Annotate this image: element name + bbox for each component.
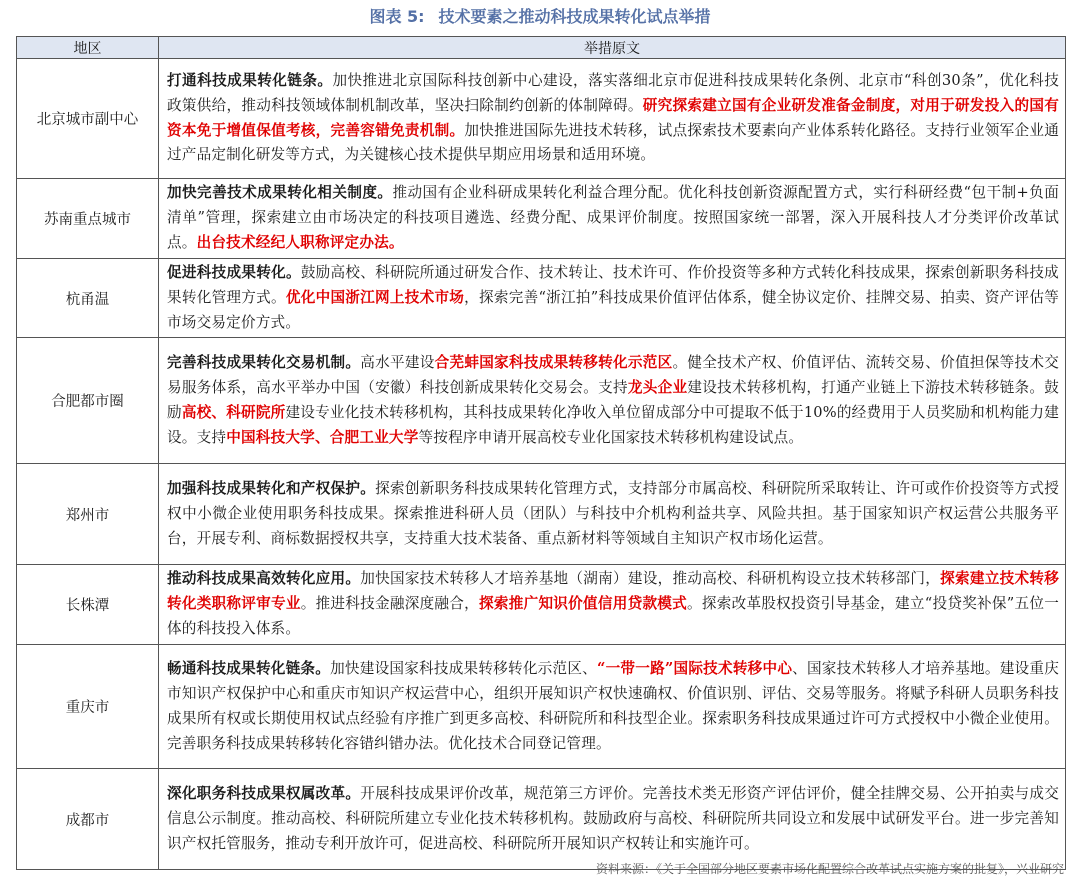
measure-heading: 推动科技成果高效转化应用。 <box>167 570 361 588</box>
measure-text: 建设专业化技术转移机构，其科技成果转化净收入单位留成部分中可提取不低于10%的经费用于人员奖励和机构能力建设。支持 <box>167 403 1059 446</box>
measure-heading: 加强科技成果转化和产权保护。 <box>167 480 376 498</box>
measure-text: ，探索完善“浙江拍”科技成果价值评估体系，健全协议定价、挂牌交易、拍卖、资产评估等市场交易定价方式。 <box>167 288 1060 331</box>
measure-heading: 畅通科技成果转化链条。 <box>167 659 331 677</box>
measure-heading: 完善科技成果转化交易机制。 <box>167 354 361 372</box>
measure-text: 。健全技术产权、价值评估、流转交易、价值担保等技术交易服务体系，高水平举办中国（安徽）科技创新成果转化交易会。支持 <box>167 354 1059 397</box>
measure-text-cell <box>159 59 1066 179</box>
measure-text-cell <box>159 338 1066 464</box>
measures-table <box>16 36 1066 870</box>
measure-text-cell <box>159 179 1066 259</box>
measure-text-cell <box>159 565 1066 645</box>
source-note: 资料来源：《关于全国部分地区要素市场化配置综合改革试点实施方案的批复》，兴业研究 <box>595 862 1064 876</box>
measure-text: 。推进科技金融深度融合， <box>300 595 480 613</box>
figure-number: 图表 5: <box>369 7 425 26</box>
region-cell: 重庆市 <box>17 645 159 769</box>
table-row <box>17 645 1066 769</box>
table-row <box>17 338 1066 464</box>
figure-title-text: 技术要素之推动科技成果转化试点举措 <box>438 7 711 26</box>
measure-heading: 加快完善技术成果转化相关制度。 <box>167 184 393 201</box>
region-cell: 苏南重点城市 <box>17 179 159 259</box>
measure-text: 探索创新职务科技成果转化管理方式，支持部分市属高校、科研院所采取转让、许可或作价投资等方式授权中小微企业使用职务科技成果。探索推进科研人员（团队）与科技中介机构利益共享、风险共担。基于国家知识产权运营公共服务平台，开展专利、商标数据授权共享，支持重大技术装备、重点新材料等领域自主知识产权市场化运营。 <box>167 480 1059 547</box>
region-cell: 郑州市 <box>17 464 159 565</box>
measure-text: 开展科技成果评价改革，规范第三方评价。完善技术类无形资产评估评价，健全挂牌交易、公开拍卖与成交信息公示制度。推动高校、科研院所建立专业化技术转移机构。鼓励政府与高校、科研院所共同设立和发展中试研发平台。进一步完善知识产权托管服务，推动专利开放许可，促进高校、科研院所开展知识产权转让和实施许可。 <box>167 784 1059 852</box>
measure-text: 加快推进北京国际科技创新中心建设，落实落细北京市促进科技成果转化条例、北京市“科创30条”，优化科技政策供给，推动科技领域体制机制改革，坚决扫除制约创新的体制障碍。 <box>167 71 1060 114</box>
table-row <box>17 769 1066 870</box>
highlighted-text: 研究探索建立国有企业研发准备金制度，对用于研发投入的国有资本免于增值保值考核，完善容错免责机制。 <box>167 96 1060 139</box>
table-row <box>17 258 1066 338</box>
measure-text: 加快建设国家科技成果转移转化示范区、 <box>330 659 597 677</box>
region-cell: 合肥都市圈 <box>17 338 159 464</box>
measure-heading: 深化职务科技成果权属改革。 <box>167 784 361 802</box>
highlighted-text: “一带一路”国际技术转移中心 <box>596 659 793 677</box>
region-cell: 长株潭 <box>17 565 159 645</box>
table-row <box>17 59 1066 179</box>
measure-text-cell <box>159 258 1066 338</box>
highlighted-text: 合芜蚌国家科技成果转移转化示范区 <box>434 354 673 372</box>
measure-text: 加快国家技术转移人才培养基地（湖南）建设，推动高校、科研机构设立技术转移部门， <box>360 570 941 588</box>
measure-heading: 打通科技成果转化链条。 <box>167 71 333 89</box>
measure-text: 高水平建设 <box>360 354 435 372</box>
measure-text: 建设技术转移机构，打通产业链上下游技术转移链条。鼓励 <box>167 379 1060 421</box>
region-cell: 杭甬温 <box>17 258 159 338</box>
column-header-region: 地区 <box>17 37 159 59</box>
measure-heading: 促进科技成果转化。 <box>167 263 301 281</box>
region-cell: 北京城市副中心 <box>17 59 159 179</box>
measure-text: 推动国有企业科研成果转化利益合理分配。优化科技创新资源配置方式，实行科研经费“包干制+负面清单”管理，探索建立由市场决定的科技项目遴选、经费分配、成果评价制度。按照国家统一部署，深入开展科技人才分类评价改革试点。 <box>167 184 1059 251</box>
table-row <box>17 464 1066 565</box>
highlighted-text: 优化中国浙江网上技术市场 <box>285 288 465 306</box>
highlighted-text: 高校、科研院所 <box>181 403 286 421</box>
measure-text: 等按程序申请开展高校专业化国家技术转移机构建设试点。 <box>418 428 804 446</box>
table-row <box>17 179 1066 259</box>
measure-text: 鼓励高校、科研院所通过研发合作、技术转让、技术许可、作价投资等多种方式转化科技成果，探索创新职务科技成果转化管理方式。 <box>167 263 1059 306</box>
measure-text: 、国家技术转移人才培养基地。建设重庆市知识产权保护中心和重庆市知识产权运营中心，组织开展知识产权快速确权、价值识别、评估、交易等服务。将赋予科研人员职务科技成果所有权或长期使用权试点经验有序推广到更多高校、科研院所和科技型企业。探索职务科技成果通过许可方式授权中小微企业使用。完善职务科技成果转移转化容错纠错办法。优化技术合同登记管理。 <box>167 659 1059 752</box>
figure-title <box>0 0 1080 34</box>
highlighted-text: 出台技术经纪人职称评定办法。 <box>196 233 404 251</box>
measure-text-cell <box>159 769 1066 870</box>
measure-text-cell <box>159 645 1066 769</box>
table-header-row <box>17 37 1066 59</box>
highlighted-text: 中国科技大学、合肥工业大学 <box>226 428 419 446</box>
highlighted-text: 龙头企业 <box>627 379 688 397</box>
highlighted-text: 探索建立技术转移转化类职称评审专业 <box>167 570 1059 613</box>
measure-text: 加快推进国际先进技术转移，试点探索技术要素向产业体系转化路径。支持行业领军企业通过产品定制化研发等方式，为关键核心技术提供早期应用场景和适用环境。 <box>167 121 1059 164</box>
measure-text: 。探索改革股权投资引导基金，建立“投贷奖补保”五位一体的科技投入体系。 <box>167 595 1059 638</box>
region-cell: 成都市 <box>17 769 159 870</box>
highlighted-text: 探索推广知识价值信用贷款模式 <box>479 595 688 613</box>
measure-text-cell <box>159 464 1066 565</box>
column-header-measures: 举措原文 <box>159 37 1066 59</box>
table-row <box>17 565 1066 645</box>
